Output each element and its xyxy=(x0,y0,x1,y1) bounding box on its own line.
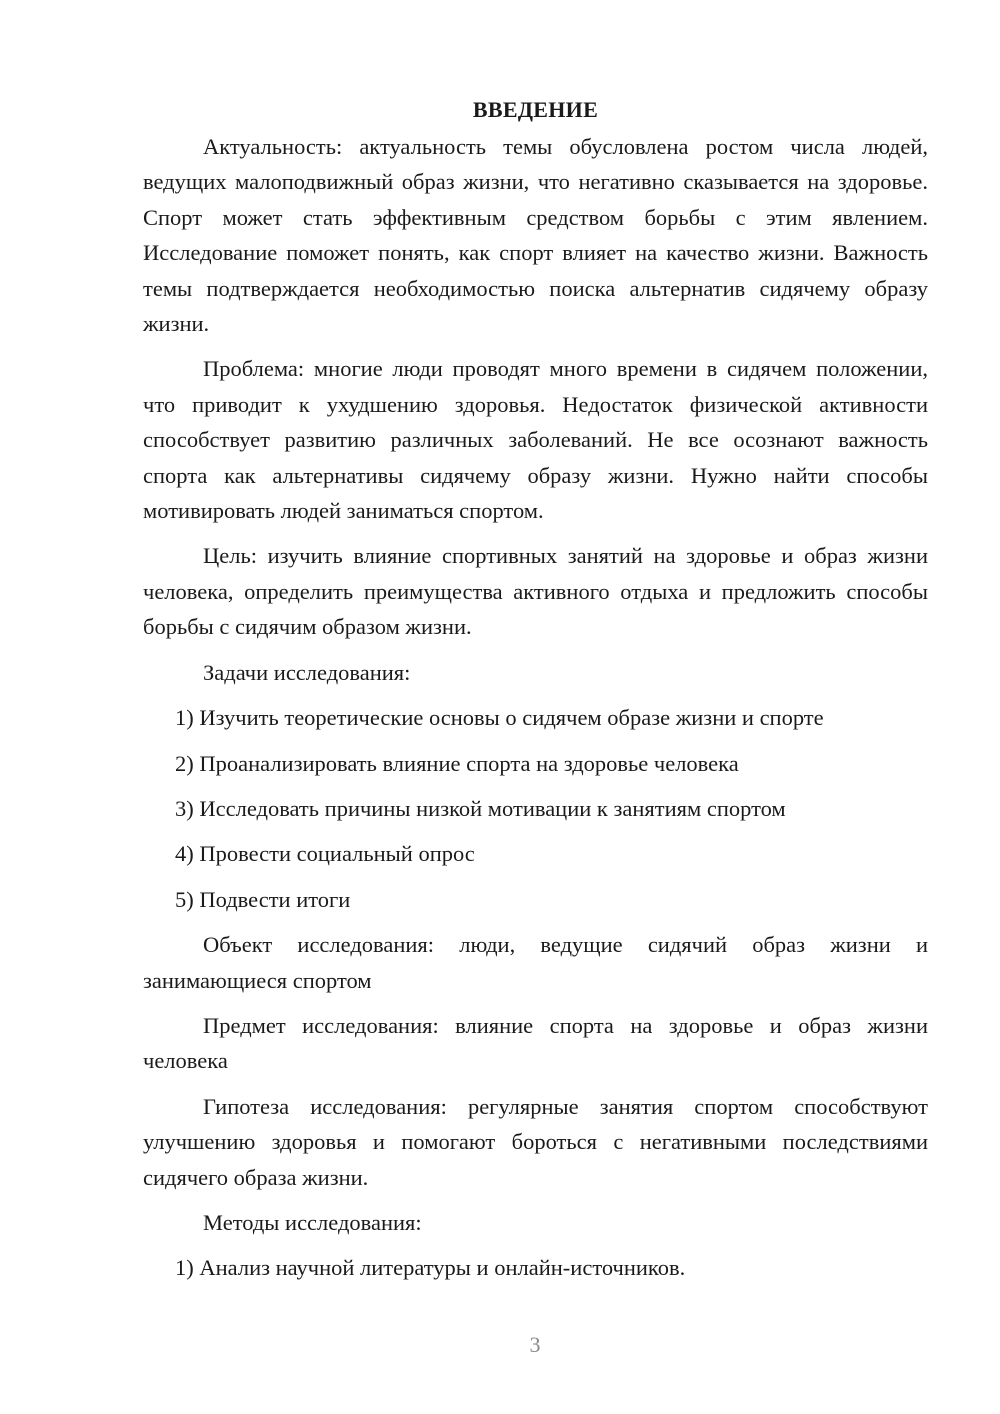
hypothesis-paragraph: Гипотеза исследования: регулярные занятия спортом способствуют улучшению здоровья и помогают бороться с негативными последствиями сидячего образа жизни. xyxy=(143,1093,928,1190)
document-page xyxy=(143,92,928,1296)
task-item-4: 4) Провести социальный опрос xyxy=(175,841,475,867)
object-paragraph: Объект исследования: люди, ведущие сидячий образ жизни и занимающиеся спортом xyxy=(143,932,928,993)
goal-paragraph: Цель: изучить влияние спортивных занятий на здоровье и образ жизни человека, определить преимущества активного отдыха и предложить способы борьбы с сидячим образом жизни. xyxy=(143,543,928,640)
relevance-paragraph: Актуальность: актуальность темы обусловлена ростом числа людей, ведущих малоподвижный образ жизни, что негативно сказывается на здоровье. Спорт может стать эффективным средством борьбы с этим явлением. Исследование поможет понять, как спорт влияет на качество жизни. Важность темы подтверждается необходимостью поиска альтернатив сидячему образу жизни. xyxy=(143,134,928,337)
task-item-1: 1) Изучить теоретические основы о сидячем образе жизни и спорте xyxy=(175,705,824,731)
problem-paragraph: Проблема: многие люди проводят много времени в сидячем положении, что приводит к ухудшению здоровья. Недостаток физической активности способствует развитию различных заболеваний. Не все осознают важность спорта как альтернативы сидячему образу жизни. Нужно найти способы мотивировать людей заниматься спортом. xyxy=(143,356,928,524)
tasks-heading: Задачи исследования: xyxy=(203,659,411,685)
method-item-1: 1) Анализ научной литературы и онлайн-источников. xyxy=(175,1255,686,1281)
subject-paragraph: Предмет исследования: влияние спорта на здоровье и образ жизни человека xyxy=(143,1012,928,1074)
page-number: 3 xyxy=(529,1332,541,1357)
section-title: ВВЕДЕНИЕ xyxy=(472,97,599,122)
task-item-3: 3) Исследовать причины низкой мотивации к занятиям спортом xyxy=(175,795,786,821)
task-item-2: 2) Проанализировать влияние спорта на здоровье человека xyxy=(175,750,739,776)
task-item-5: 5) Подвести итоги xyxy=(175,886,351,912)
methods-heading: Методы исследования: xyxy=(203,1209,422,1235)
